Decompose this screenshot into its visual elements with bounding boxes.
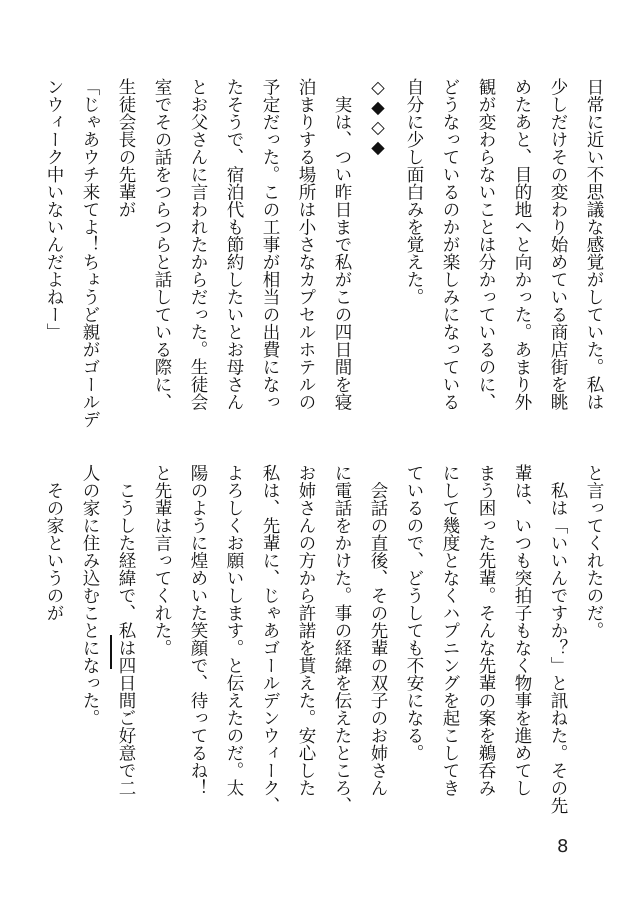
upper-text-line: 日常に近い不思議な感覚がしていた。私は — [584, 78, 604, 411]
lower-text-line: その家というのが — [44, 464, 64, 622]
em-dash-mark — [110, 635, 112, 669]
upper-text-line: ◇◆◇◆ — [368, 78, 388, 158]
lower-text-line: 私は、先輩に、じゃあゴールデンウィーク、 — [260, 464, 280, 814]
lower-text-line: 私は「いいんですか？」と訊ねた。その先 — [548, 464, 568, 814]
upper-text-line: 観が変わらないことは分かっているのに、 — [476, 78, 496, 411]
upper-text-line: 生徒会長の先輩が — [116, 78, 136, 218]
lower-text-line: こうした経緯で、私は四日間ご好意で二 — [116, 464, 136, 797]
upper-text-line: 予定だった。この工事が相当の出費になっ — [260, 78, 280, 411]
lower-text-line: に電話をかけた。事の経緯を伝えたところ、 — [332, 464, 352, 814]
lower-text-line: 人の家に住み込むことになった。 — [80, 464, 100, 727]
lower-text-line: ているので、どうしても不安になる。 — [404, 464, 424, 762]
lower-text-line: よろしくお願いします。と伝えたのだ。太 — [224, 464, 244, 797]
upper-text-line: めたあと、目的地へと向かった。あまり外 — [512, 78, 532, 411]
lower-text-line: 陽のように煌めいた笑顔で、待ってるね！ — [188, 464, 208, 797]
upper-text-line: どうなっているのかが楽しみになっている — [440, 78, 460, 411]
upper-text-line: 自分に少し面白みを覚えた。 — [404, 78, 424, 306]
upper-text-line: 実は、つい昨日まで私がこの四日間を寝 — [332, 78, 352, 411]
upper-text-line: 少しだけその変わり始めている商店街を眺 — [548, 78, 568, 411]
lower-text-line: 輩は、いつも突拍子もなく物事を進めてし — [512, 464, 532, 797]
lower-text-line: お姉さんの方から許諾を貰えた。安心した — [296, 464, 316, 797]
lower-text-line: 会話の直後、その先輩の双子のお姉さん — [368, 464, 388, 797]
lower-text-line: と先輩は言ってくれた。 — [152, 464, 172, 657]
upper-text-line: ンウィーク中いないんだよねー」 — [44, 78, 64, 341]
lower-text-line: まう困った先輩。そんな先輩の案を鵜呑み — [476, 464, 496, 797]
lower-text-line: と言ってくれたのだ。 — [584, 464, 604, 639]
upper-text-line: たそうで、宿泊代も節約したいとお母さん — [224, 78, 244, 411]
upper-text-line: 「じゃあウチ来てよ！ちょうど親がゴールデ — [80, 78, 100, 428]
page-number: 8 — [557, 836, 569, 857]
upper-text-line: 泊まりする場所は小さなカプセルホテルの — [296, 78, 316, 411]
upper-text-line: 室でその話をつらつらと話している際に、 — [152, 78, 172, 411]
lower-text-line: にして幾度となくハプニングを起こしてき — [440, 464, 460, 797]
upper-text-line: とお父さんに言われたからだった。生徒会 — [188, 78, 208, 411]
